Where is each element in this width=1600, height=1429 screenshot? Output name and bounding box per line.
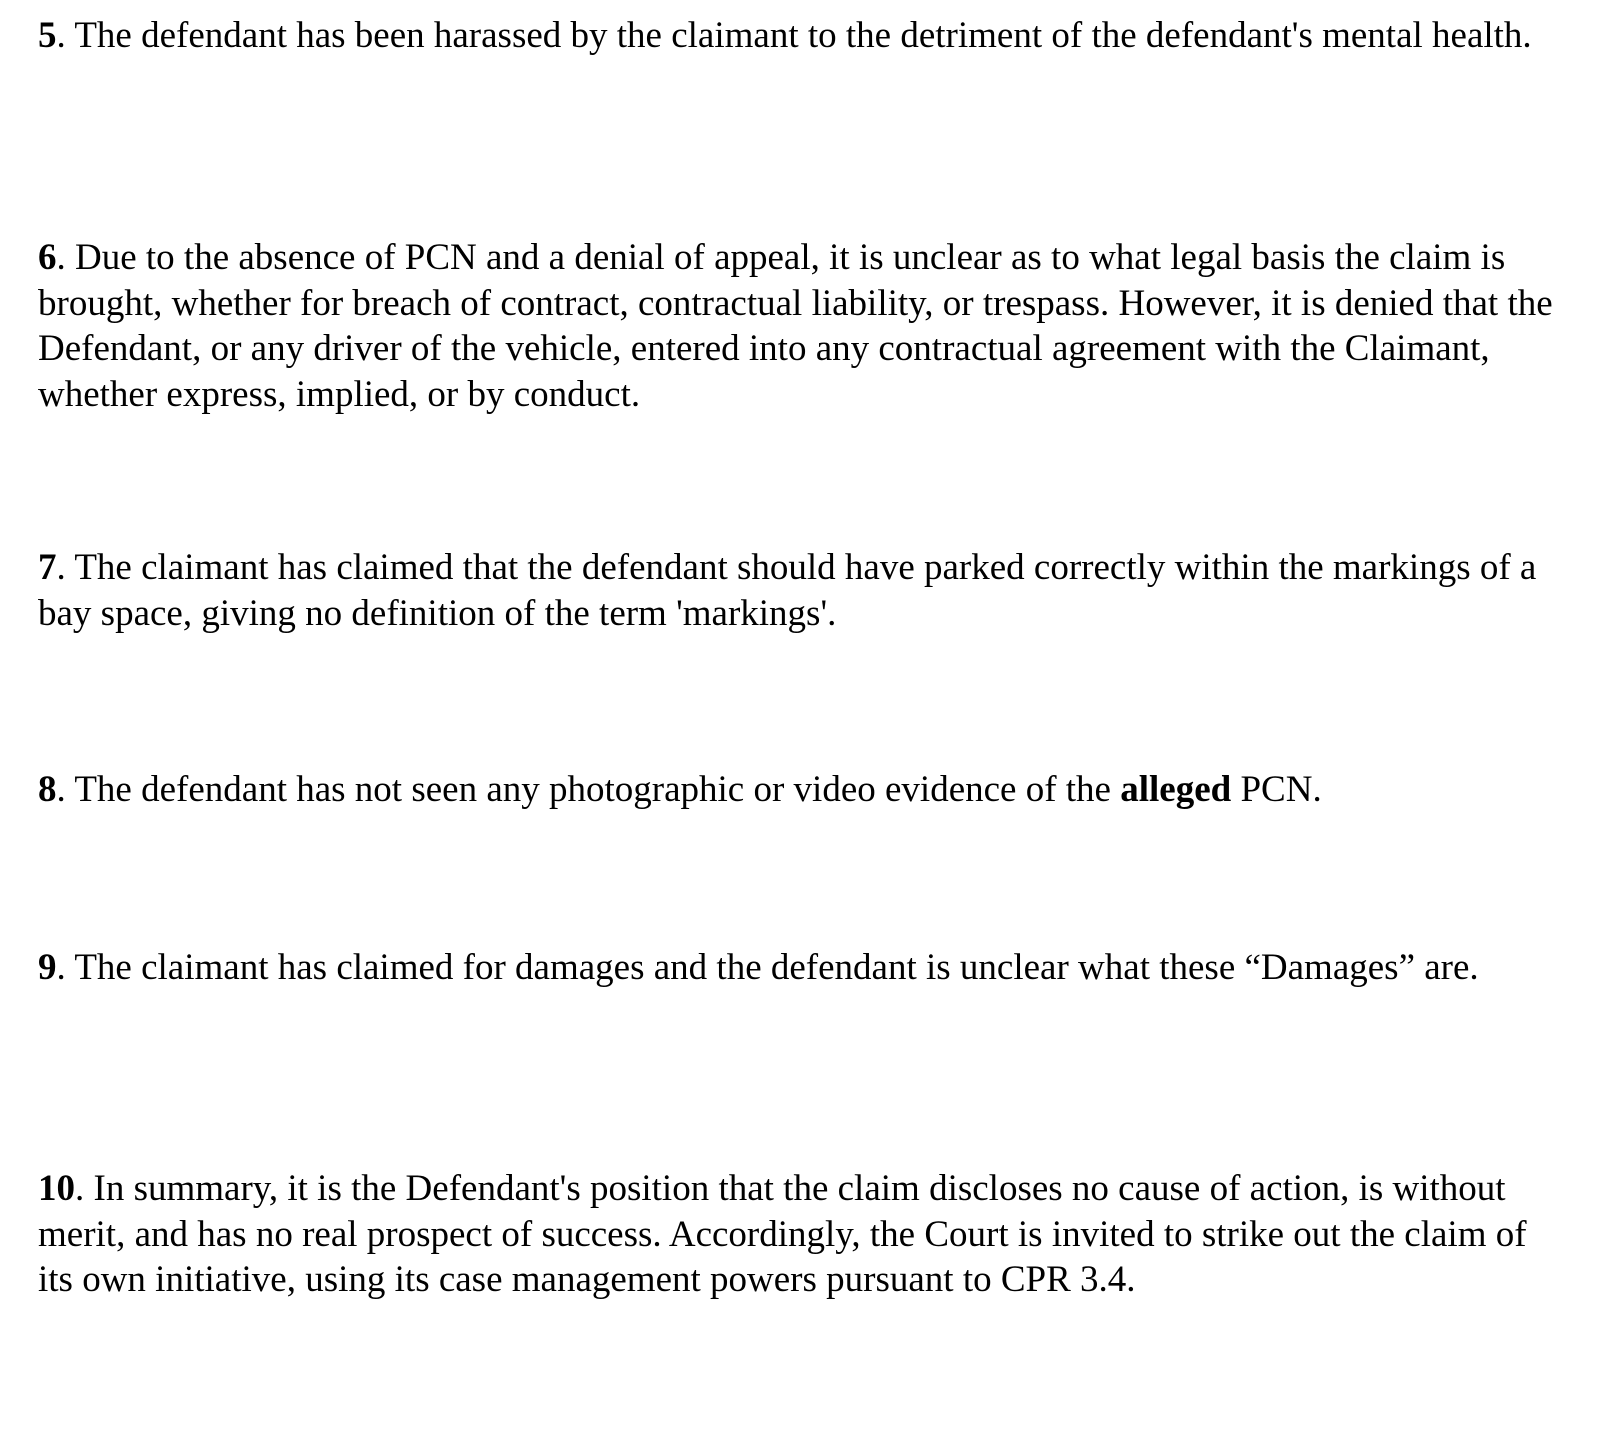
paragraph-text-after: PCN. xyxy=(1231,769,1322,810)
paragraph-number: 5 xyxy=(38,15,57,56)
paragraph-number: 8 xyxy=(38,769,57,810)
paragraph-text: . In summary, it is the Defendant's position that the claim discloses no cause of action, is without merit, and has no real prospect of success. Accordingly, the Court is invited to strike out the claim of its own initiative, using its case management powers pursuant to CPR 3.4. xyxy=(38,1168,1527,1300)
paragraph-number: 6 xyxy=(38,237,57,278)
paragraph-text: . The claimant has claimed that the defendant should have parked correctly within the markings of a bay space, giving no definition of the term 'markings'. xyxy=(38,547,1537,634)
paragraph-5 xyxy=(38,13,1568,59)
emphasis-alleged: alleged xyxy=(1120,769,1232,810)
paragraph-number: 10 xyxy=(38,1168,75,1209)
paragraph-number: 9 xyxy=(38,947,57,988)
paragraph-6 xyxy=(38,235,1568,417)
paragraph-text: . The defendant has been harassed by the claimant to the detriment of the defendant's mental health. xyxy=(56,15,1532,56)
paragraph-text: . The claimant has claimed for damages and the defendant is unclear what these “Damages” are. xyxy=(56,947,1479,988)
paragraph-number: 7 xyxy=(38,547,57,588)
paragraph-9 xyxy=(38,945,1568,991)
paragraph-text: . Due to the absence of PCN and a denial of appeal, it is unclear as to what legal basis the claim is brought, whether for breach of contract, contractual liability, or trespass. However, it is denied that the Defendant, or any driver of the vehicle, entered into any contractual agreement with the Claimant, whether express, implied, or by conduct. xyxy=(38,237,1553,415)
paragraph-7 xyxy=(38,545,1568,636)
paragraph-10 xyxy=(38,1166,1568,1303)
paragraph-8 xyxy=(38,767,1568,813)
paragraph-text-before: . The defendant has not seen any photographic or video evidence of the xyxy=(56,769,1121,810)
